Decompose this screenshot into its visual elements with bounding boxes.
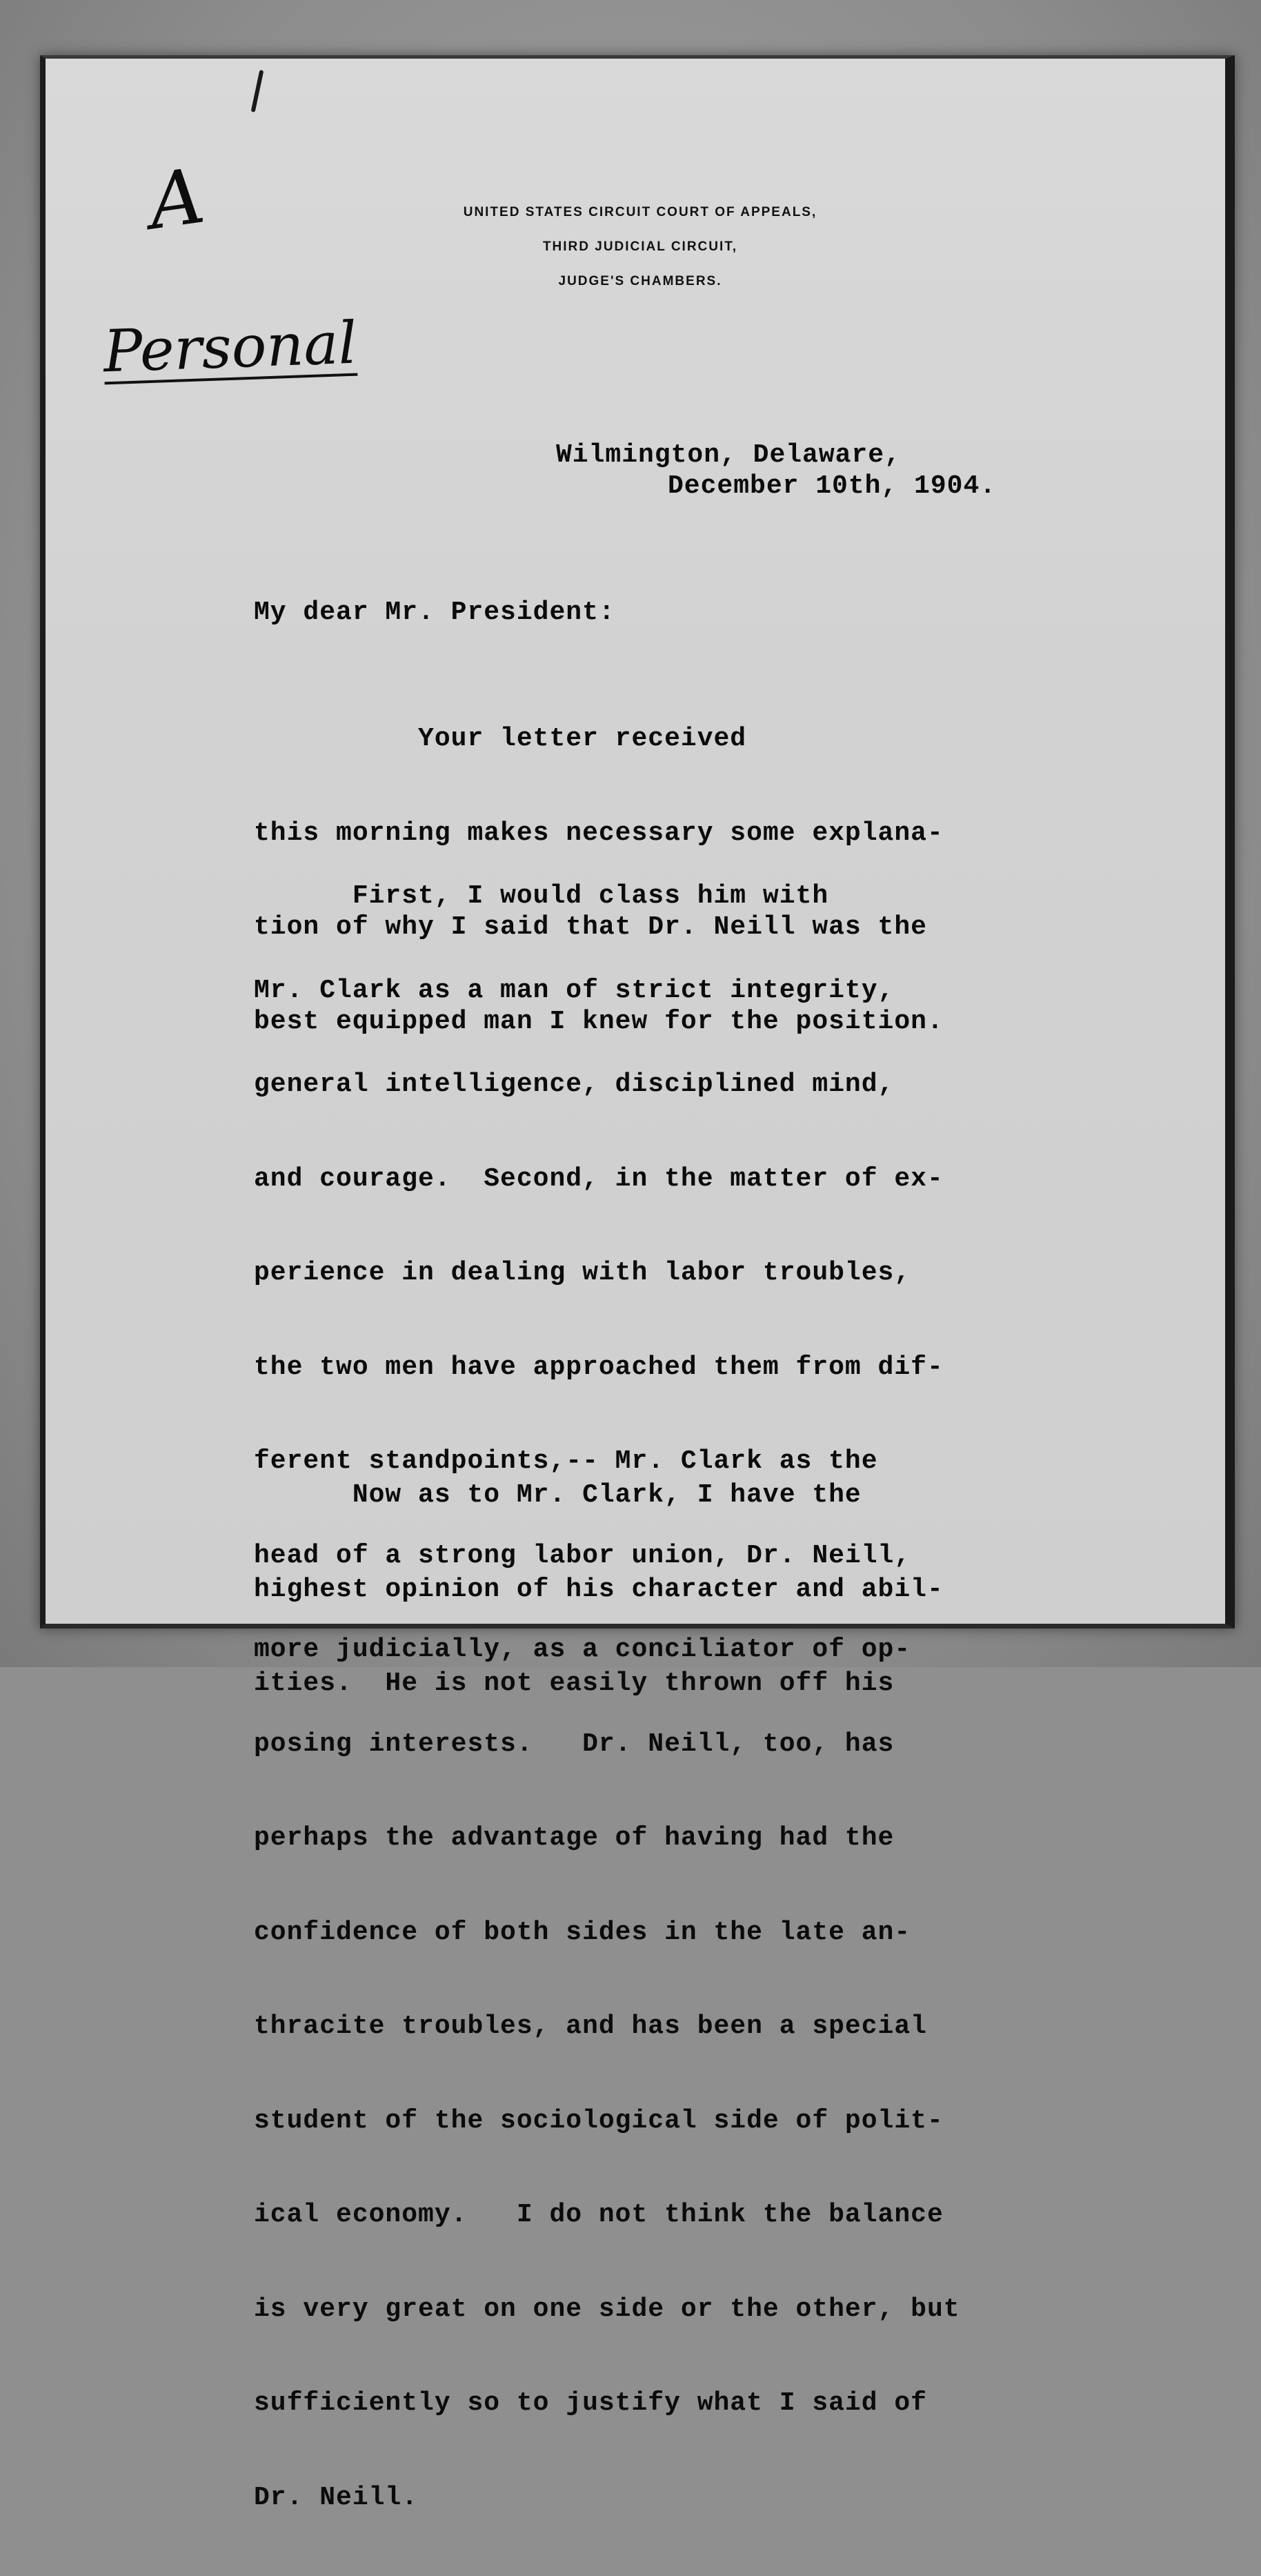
text-line: perhaps the advantage of having had the — [254, 1823, 895, 1853]
pencil-mark — [251, 70, 264, 112]
text-line: Now as to Mr. Clark, I have the — [254, 1480, 862, 1510]
text-line: head of a strong labor union, Dr. Neill, — [254, 1540, 911, 1571]
text-line: highest opinion of his character and abil- — [254, 1574, 944, 1604]
text-line: posing interests. Dr. Neill, too, has — [254, 1729, 895, 1759]
text-line: tion of why I said that Dr. Neill was the — [254, 912, 927, 942]
text-line: best equipped man I knew for the position. — [254, 1006, 944, 1036]
text-line: ities. He is not easily thrown off his — [254, 1669, 895, 1698]
text-line: First, I would class him with — [254, 881, 829, 911]
letterhead-court: UNITED STATES CIRCUIT COURT OF APPEALS, — [463, 205, 817, 219]
text-line: confidence of both sides in the late an- — [254, 1917, 911, 1947]
text-line: Your letter received — [254, 724, 747, 754]
text-line: sufficiently so to justify what I said of — [254, 2388, 927, 2418]
paragraph-3 — [254, 1417, 944, 1762]
letterhead-chambers: JUDGE'S CHAMBERS. — [558, 274, 722, 288]
handwritten-initials: A — [143, 152, 203, 247]
text-line: and courage. Second, in the matter of ex- — [254, 1163, 944, 1194]
text-line: this morning makes necessary some explana- — [254, 818, 944, 848]
text-line: more judicially, as a conciliator of op- — [254, 1635, 911, 1664]
text-line: Mr. Clark as a man of strict integrity, — [254, 975, 895, 1005]
text-line: the two men have approached them from dif- — [254, 1352, 944, 1382]
text-line: Dr. Neill. — [254, 2482, 419, 2513]
letterhead-circuit: THIRD JUDICIAL CIRCUIT, — [542, 239, 738, 254]
handwritten-personal-note: Personal — [102, 308, 358, 386]
text-line: is very great on one side or the other, but — [254, 2294, 960, 2324]
text-line: student of the sociological side of polit- — [254, 2105, 944, 2136]
text-line: thracite troubles, and has been a special — [254, 2012, 927, 2041]
text-line: perience in dealing with labor troubles, — [254, 1258, 911, 1288]
letter-page — [40, 55, 1235, 2513]
dateline-place: Wilmington, Delaware, — [556, 440, 901, 470]
text-line: ferent standpoints,-- Mr. Clark as the — [254, 1446, 878, 1476]
salutation: My dear Mr. President: — [254, 598, 615, 627]
text-line: ical economy. I do not think the balance — [254, 2200, 944, 2230]
text-line: general intelligence, disciplined mind, — [254, 1070, 895, 1099]
dateline-date: December 10th, 1904. — [668, 471, 997, 501]
